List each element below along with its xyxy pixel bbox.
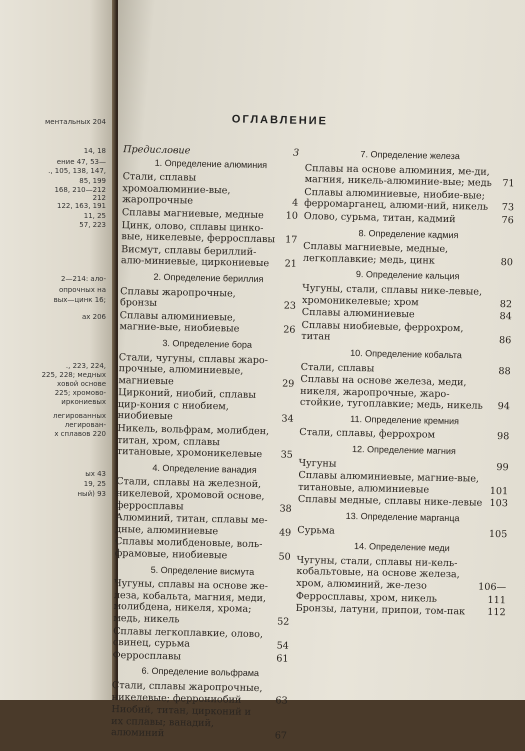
page-title: ОГЛАВЛЕНИЕ: [231, 113, 329, 128]
entry-label: Ферросплавы: [112, 649, 182, 663]
toc-section: [121, 157, 299, 271]
entry-label: Стали, сплавы жаропрочные, никелевые; феррониобий: [111, 679, 263, 706]
margin-fragment: 19, 25: [83, 480, 106, 488]
toc-section: [298, 443, 509, 510]
entry-label: Чугуны, стали, сплавы нике-левые, хромоникелевые; хром: [301, 282, 483, 308]
page-number: 94: [497, 401, 511, 413]
entry-label: Сплавы жаропрочные, бронзы: [119, 285, 236, 309]
left-page: [0, 0, 112, 700]
page-number: 61: [276, 653, 289, 665]
toc-entry: [303, 241, 513, 269]
section-title: 13. Определение марганца: [345, 510, 460, 524]
page-number: 49: [278, 527, 292, 539]
toc-section: [117, 337, 295, 462]
toc-entry: [122, 171, 299, 209]
toc-section: [119, 271, 296, 337]
entry-label: Сплавы молибденовые, воль-фрамовые, ниобиевые: [114, 536, 263, 562]
toc-entry: [118, 387, 295, 425]
margin-fragment: 11, 25: [83, 212, 106, 220]
toc-section: [296, 540, 508, 619]
page-number: 67: [274, 730, 288, 742]
page-number: 4: [291, 198, 299, 210]
right-page: [110, 0, 525, 742]
entry-label: Сплавы ниобиевые, феррохром, титан: [301, 319, 464, 343]
margin-fragment: ., 105, 138, 147,: [48, 167, 106, 175]
toc-right-column: [292, 147, 515, 623]
entry-label: Чугуны, сплавы на основе же-леза, кобальта, магния, меди, молибдена, никеля, хрома; медь, никель: [113, 578, 269, 626]
margin-fragment: ах 206: [81, 313, 106, 321]
toc-entry: [304, 187, 514, 215]
page-number: 105: [488, 528, 508, 540]
entry-label: Никель, вольфрам, молибден, титан, хром, сплавы титановые, хромоникелевые: [116, 423, 270, 461]
margin-fragment: ых 43: [85, 470, 106, 478]
page-number: 101: [489, 485, 509, 498]
entry-label: Цирконий, ниобий, сплавы цир-кония с ниобием, ниобиевые: [117, 387, 257, 423]
section-title: 8. Определение кадмия: [358, 227, 459, 240]
page-number: 71: [502, 178, 515, 190]
toc-entry: [299, 427, 509, 443]
entry-label: Сплавы на основе железа, меди, никеля, жаропрочные, жаро-стойкие, тугоплавкие; медь, никель: [299, 373, 483, 412]
page-number: 80: [500, 256, 514, 269]
entry-label: Сплавы магниевые, медные: [121, 207, 264, 222]
toc-entry: [304, 163, 514, 191]
toc-entry: [117, 423, 294, 461]
toc-section: [115, 462, 293, 563]
margin-fragment: вых—цинк 16;: [53, 296, 106, 304]
margin-fragment: 225, 228; медных: [41, 371, 106, 379]
entry-label: Висмут, сплавы бериллий-алю-миниевые, циркониевые: [120, 243, 270, 270]
toc-entry: [300, 374, 511, 413]
margin-fragment: ментальных 204: [45, 118, 106, 126]
page-number: 112: [487, 607, 506, 619]
toc-entry: [112, 650, 288, 665]
toc-entry: [119, 310, 295, 337]
toc-entry: [113, 578, 290, 628]
page-number: 76: [501, 215, 514, 227]
margin-fragment: 85, 199: [79, 177, 106, 185]
margin-fragment: 122, 163, 191: [57, 202, 106, 210]
page-number: 73: [501, 202, 515, 214]
toc-section: [112, 564, 290, 665]
page-number: 17: [285, 234, 298, 246]
toc-entry: [297, 524, 507, 540]
page-number: 106—: [478, 581, 507, 594]
margin-fragment: 168, 210—212: [54, 186, 106, 194]
toc-section: [299, 413, 510, 444]
section-title: 11. Определение кремния: [350, 413, 460, 427]
page-number: 50: [278, 551, 291, 563]
entry-label: Сплавы алюминиевые, магние-вые, титановые, алюминиевые: [298, 470, 480, 496]
entry-label: Цинк, олово, сплавы цинко-вые, никелевые, ферросплавы: [121, 219, 276, 246]
margin-fragment: ный) 93: [77, 490, 106, 498]
section-title: 2. Определение бериллия: [153, 271, 264, 285]
page-content: [106, 112, 525, 742]
page-number: 35: [280, 449, 293, 461]
entry-label: Предисловие: [123, 144, 191, 157]
toc-entry: [301, 320, 511, 348]
toc-section: [300, 347, 511, 413]
margin-fragment: х сплавов 220: [54, 430, 106, 438]
entry-label: Стали, чугуны, сплавы жаро-прочные, алюминиевые, магниевые: [118, 351, 269, 387]
toc-entry: [115, 512, 291, 539]
page-number: 3: [292, 147, 300, 159]
page-number: 63: [275, 694, 288, 707]
margin-fragment: ение 47, 53—: [56, 158, 106, 166]
entry-label: Сплавы магниевые, медные, легкоплавкие; медь, цинк: [302, 241, 449, 267]
toc-entry: [115, 536, 291, 563]
toc-left-column: [111, 144, 300, 746]
page-number: 26: [283, 324, 296, 337]
page-number: 54: [276, 640, 289, 652]
margin-fragment: ., 223, 224,: [65, 362, 106, 370]
toc-section: [304, 148, 516, 227]
page-number: 82: [499, 298, 513, 310]
toc-entry: [298, 470, 508, 498]
page-number: 98: [496, 431, 510, 443]
section-title: 12. Определение магния: [351, 444, 456, 457]
section-title: 3. Определение бора: [162, 337, 253, 350]
section-title: 1. Определение алюминия: [154, 157, 268, 170]
entry-label: Сурьма: [297, 524, 335, 537]
entry-label: Сплавы алюминиевые: [301, 307, 415, 321]
toc-section: [111, 665, 289, 742]
entry-label: Сплавы на основе алюминия, ме-ди, магния, никель-алюминие-вые; медь: [304, 162, 492, 190]
margin-fragment: иркониевых: [61, 398, 106, 406]
entry-label: Бронзы, латуни, припои, том-пак: [295, 603, 466, 618]
page-number: 21: [284, 258, 297, 271]
toc-entry: [116, 476, 293, 514]
entry-label: Чугуны, стали, сплавы ни-кель-кобальтовые, на основе железа, хром, алюминий, же-лезо: [296, 554, 460, 592]
section-title: 5. Определение висмута: [150, 564, 255, 577]
section-title: 14. Определение меди: [353, 541, 450, 554]
entry-label: Сплавы алюминиевые, ниобие-вые; ферромарганец, алюми-ний, никель: [304, 186, 489, 214]
margin-fragment: 225; хромово-: [54, 389, 106, 397]
margin-fragment: 14, 18: [83, 147, 106, 155]
margin-fragment: опрочных на: [58, 286, 106, 294]
toc-section: [297, 510, 508, 541]
toc-entry: [118, 352, 295, 390]
margin-fragment: 212: [92, 194, 106, 202]
section-title: 10. Определение кобальта: [350, 347, 462, 361]
entry-label: Ферросплавы, хром, никель: [295, 590, 438, 605]
page-number: 38: [279, 503, 292, 515]
entry-label: Стали, сплавы хромоалюминие-вые, жаропрочные: [122, 171, 231, 207]
page-number: 10: [285, 210, 298, 222]
toc-entry: [113, 626, 289, 653]
entry-label: Стали, сплавы на железной, никелевой, хромовой основе, ферросплавы: [115, 476, 265, 513]
entry-label: Сплавы медные, сплавы нике-левые: [297, 494, 483, 510]
entry-label: Сплавы легкоплавкие, олово, свинец, сурьма: [112, 625, 264, 650]
page-number: 52: [277, 616, 290, 628]
toc-section: [301, 268, 513, 347]
section-title: 6. Определение вольфрама: [141, 665, 260, 679]
toc-section: [303, 226, 514, 268]
margin-fragment: легирован-: [64, 421, 106, 429]
entry-label: Стали, сплавы: [300, 361, 375, 374]
entry-label: Алюминий, титан, сплавы ме-дные, алюминиевые: [115, 512, 268, 538]
section-title: 7. Определение железа: [360, 149, 460, 162]
page-number: 86: [498, 335, 512, 347]
toc-entry: [120, 286, 296, 313]
entry-label: Олово, сурьма, титан, кадмий: [303, 210, 456, 226]
toc-entry: [111, 704, 288, 742]
entry-label: Стали, сплавы, феррохром: [299, 427, 436, 442]
page-number: 34: [281, 413, 294, 426]
toc-entry: [121, 244, 297, 271]
entry-label: Чугуны: [298, 457, 337, 470]
page-number: 99: [496, 461, 509, 473]
section-title: 9. Определение кальция: [355, 269, 460, 282]
entry-label: Ниобий, титан, цирконий и их сплавы; ванадий, алюминий: [110, 704, 252, 740]
toc-entry: [121, 220, 297, 247]
page-number: 111: [487, 594, 506, 606]
page-number: 84: [499, 311, 512, 323]
section-title: 4. Определение ванадия: [152, 462, 257, 475]
margin-fragment: легированных: [53, 412, 106, 420]
margin-fragment: 2—214: ало-: [61, 275, 106, 283]
entry-label: Сплавы алюминиевые, магние-вые, ниобиевые: [119, 309, 240, 335]
toc-entry: [302, 283, 512, 311]
margin-fragment: ховой основе: [56, 380, 106, 388]
toc-entry: [296, 555, 507, 594]
page-number: 23: [283, 300, 297, 312]
margin-fragment: 57, 223: [79, 221, 106, 229]
toc-entry: [112, 680, 288, 707]
page-number: 88: [498, 365, 511, 377]
page-number: 103: [489, 498, 508, 510]
page-number: 29: [282, 378, 295, 390]
